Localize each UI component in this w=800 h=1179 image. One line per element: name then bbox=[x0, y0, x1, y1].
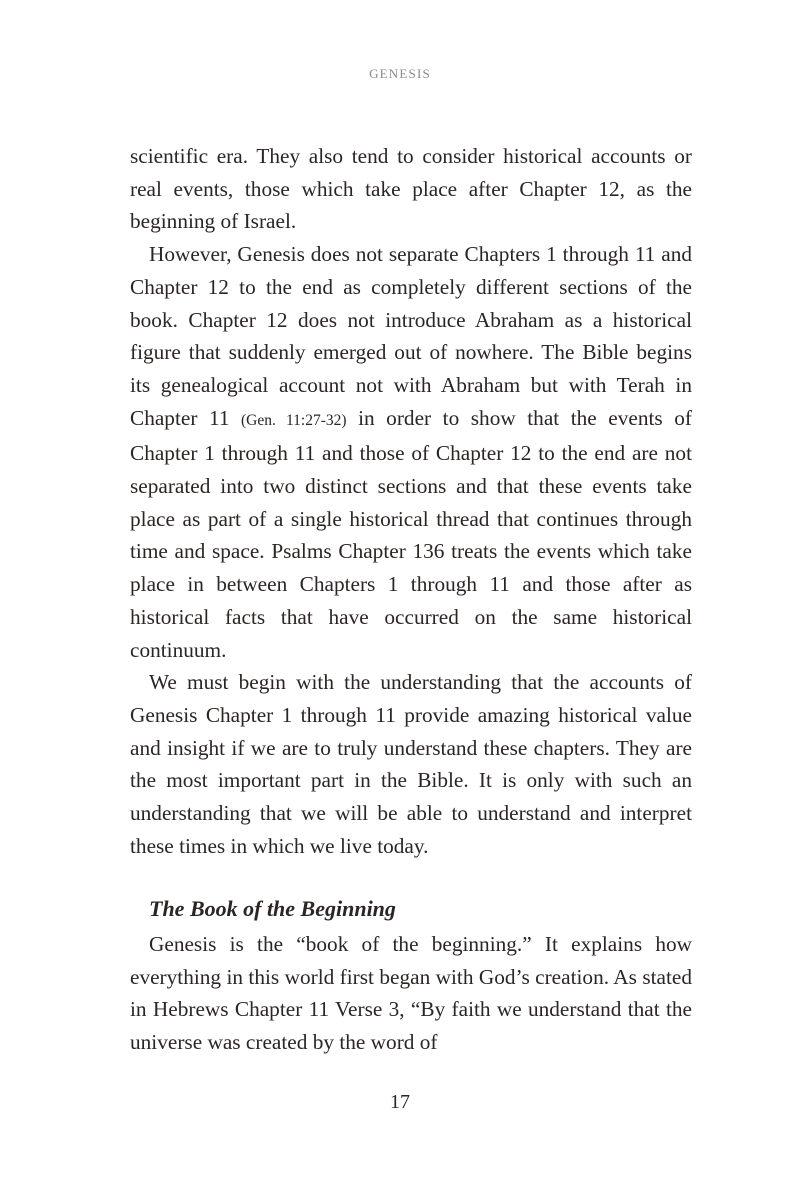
section-heading: The Book of the Beginning bbox=[149, 896, 396, 921]
section-body-text bbox=[130, 928, 692, 1059]
paragraph-2 bbox=[130, 238, 692, 666]
paragraph-2-text-after-reference: in order to show that the events of Chapter 1 through 11 and those of Chapter 12 to the end are not separated into two distinct sections and that these events take place as part of a single historical thread that continues through time and space. Psalms Chapter 136 treats the events which take place in between Chapters 1 through 11 and those after as historical facts that have occurred on the same historical continuum. bbox=[130, 405, 692, 662]
paragraph-3: We must begin with the understanding that the accounts of Genesis Chapter 1 through 11 provide amazing historical value and insight if we are to truly understand these chapters. They are the most important part in the Bible. It is only with such an understanding that we will be able to understand and interpret these times in which we live today. bbox=[130, 670, 692, 858]
running-header-title: GENESIS bbox=[369, 66, 431, 81]
section-paragraph-1: Genesis is the “book of the beginning.” It explains how everything in this world first began with God’s creation. As stated in Hebrews Chapter 11 Verse 3, “By faith we understand that the universe was created by the word of bbox=[130, 932, 692, 1055]
body-text bbox=[130, 140, 692, 862]
scripture-reference: (Gen. 11:27-32) bbox=[241, 411, 347, 429]
page-number: 17 bbox=[390, 1091, 410, 1113]
paragraph-1: scientific era. They also tend to consider historical accounts or real events, those which take place after Chapter 12, as the beginning of Israel. bbox=[130, 144, 692, 234]
paragraph-2-text-before-reference: However, Genesis does not separate Chapters 1 through 11 and Chapter 12 to the end as completely different sections of the book. Chapter 12 does not introduce Abraham as a historical figure that suddenly emerged out of nowhere. The Bible begins its genealogical account not with Abraham but with Terah in Chapter 11 bbox=[130, 242, 692, 430]
